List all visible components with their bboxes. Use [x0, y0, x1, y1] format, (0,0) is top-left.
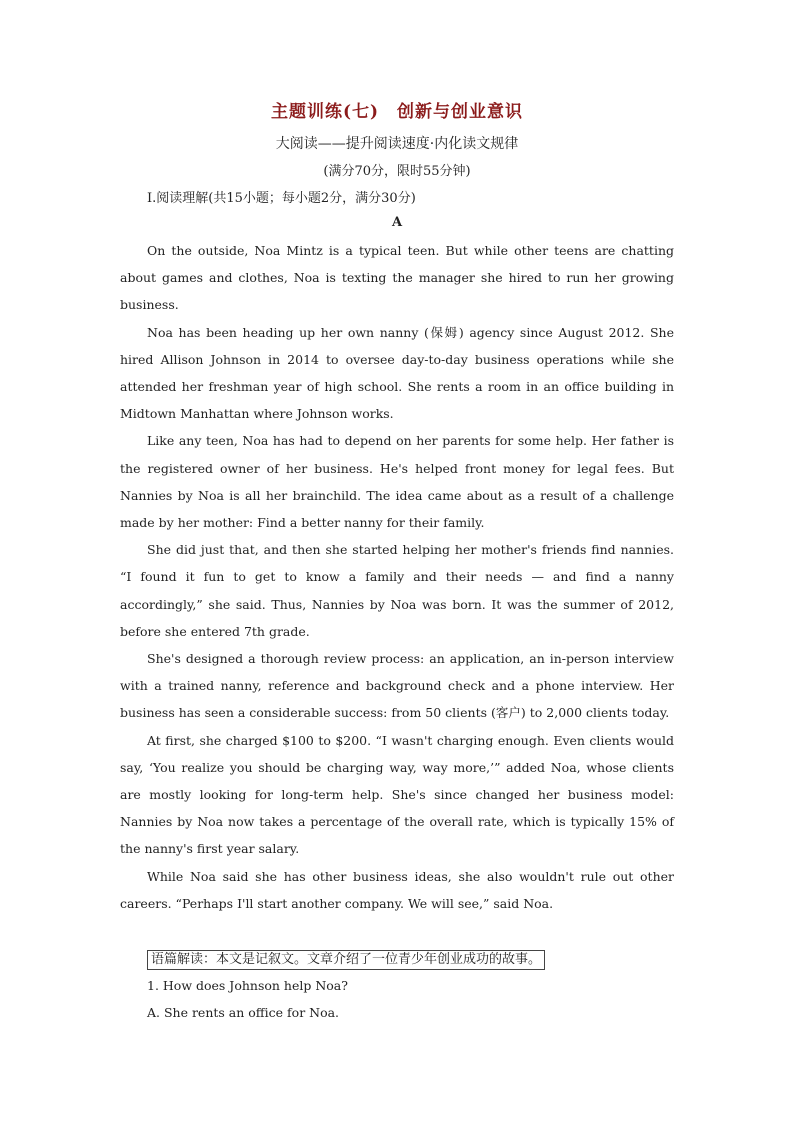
question-1: 1. How does Johnson help Noa?: [147, 978, 348, 993]
page-subtitle: 大阅读——提升阅读速度·内化读文规律: [275, 136, 519, 152]
paragraph: At first, she charged $100 to $200. “I wasn't charging enough. Even clients would say, ‘You realize you should be charging way, way more,’” added Noa, whose clients are mostly looking for long-term help. She's since changed her business model: Nannies by Noa now takes a percentage of the overall rate, which is typically 15% of the nanny's first year salary.: [120, 732, 674, 857]
paragraph: While Noa said she has other business ideas, she also wouldn't rule out other careers. “Perhaps I'll start another company. We will see,” said Noa.: [120, 868, 674, 911]
question-1-option-a: A. She rents an office for Noa.: [147, 1005, 340, 1020]
paragraph: Noa has been heading up her own nanny (保姆) agency since August 2012. She hired Allison Johnson in 2014 to oversee day-to-day business operations while she attended her freshman year of high school. She rents a room in an office building in Midtown Manhattan where Johnson works.: [120, 324, 674, 422]
paragraph: On the outside, Noa Mintz is a typical teen. But while other teens are chatting about games and clothes, Noa is texting the manager she hired to run her growing business.: [120, 243, 674, 313]
paragraph: She did just that, and then she started helping her mother's friends find nannies. “I found it fun to get to know a family and their needs — and find a nanny accordingly,” she said. Thus, Nannies by Noa was born. It was the summer of 2012, before she entered 7th grade.: [120, 542, 674, 639]
passage-letter: A: [391, 215, 403, 230]
paragraph: She's designed a thorough review process: an application, an in-person interview with a trained nanny, reference and background check and a phone interview. Her business has seen a considerable success: from 50 clients (客户) to 2,000 clients today.: [120, 651, 674, 721]
paragraph: Like any teen, Noa has had to depend on her parents for some help. Her father is the registered owner of her business. He's helped front money for legal fees. But Nannies by Noa is all her brainchild. The idea came about as a result of a challenge made by her mother: Find a better nanny for their family.: [120, 433, 674, 531]
section-heading: Ⅰ.阅读理解(共15小题；每小题2分，满分30分): [147, 191, 416, 206]
passage-body: [120, 237, 674, 917]
passage-analysis-note: 语篇解读：本文是记叙文。文章介绍了一位青少年创业成功的故事。: [147, 950, 545, 970]
page-title: 主题训练(七) 创新与创业意识: [270, 102, 524, 122]
scoring-info: (满分70分，限时55分钟): [323, 164, 471, 179]
